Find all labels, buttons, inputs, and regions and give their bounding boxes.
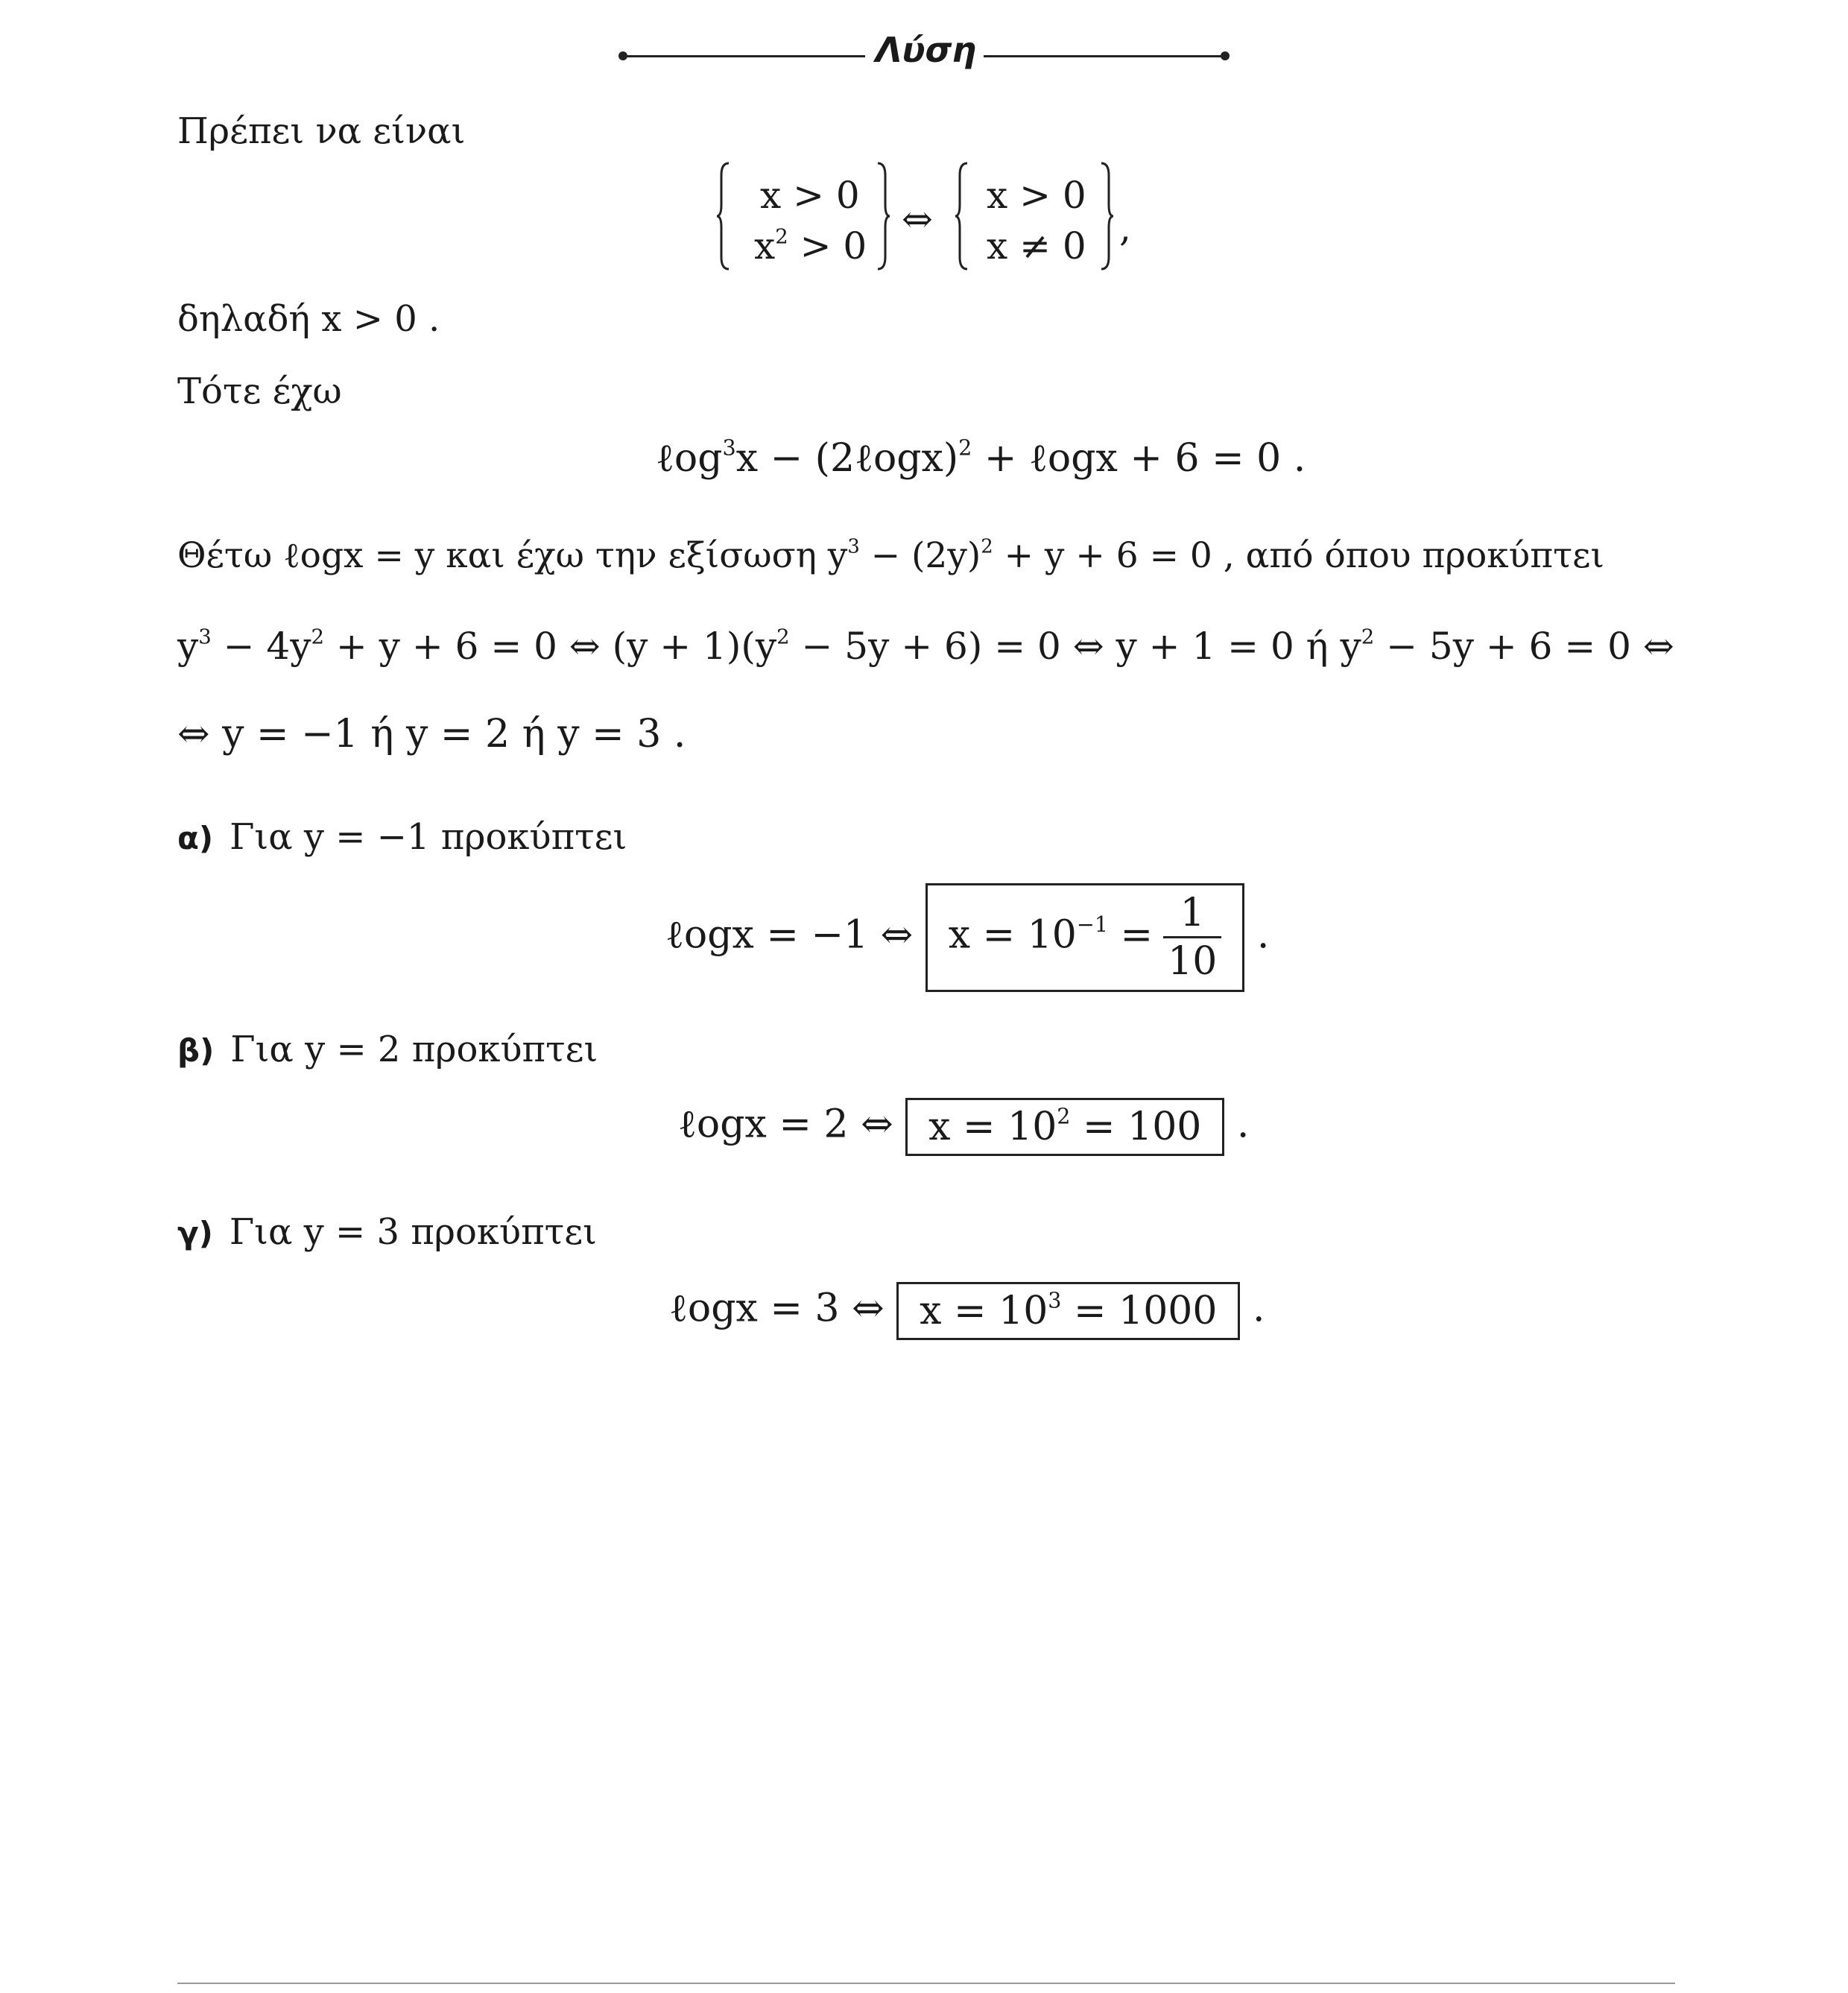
footer-divider <box>177 1983 1675 1984</box>
case-c-heading: γ) Για y = 3 προκύπτει <box>177 1211 597 1253</box>
case-b-result-box: $x = 10^2 = 100$ <box>905 1098 1224 1156</box>
header-rule-right <box>984 55 1222 57</box>
section-header <box>618 30 1230 82</box>
system-left-row2: $x^2 > 0$ <box>754 224 867 268</box>
header-rule-left <box>623 55 865 57</box>
system-right-row1: x > 0 <box>987 174 1086 217</box>
equation-factorization: $y^3 - 4y^2 + y + 6 = 0$ ⇔ $(y + 1)(y^2 - 5y + 6) = 0$ ⇔ y + 1 = 0 ή $y^2 - 5y + 6 = 0$ ⇔ <box>177 625 1674 668</box>
right-brace-close-icon <box>1095 160 1115 272</box>
case-b-heading: β) Για y = 2 προκύπτει <box>177 1029 598 1070</box>
case-c-label: γ) <box>177 1215 213 1251</box>
case-a-result-box: $x = 10^{-1}$ = $\frac{1}{10}$ <box>925 883 1245 992</box>
case-a-fraction: $\frac{1}{10}$ <box>1163 890 1221 985</box>
right-brace-open-icon <box>954 160 973 272</box>
case-b-equation: ℓogx = 2 ⇔ $x = 10^2 = 100$ . <box>678 1098 1249 1156</box>
substitution-text: Θέτω ℓogx = y και έχω την εξίσωση $y^3 - (2y)^2 + y + 6 = 0$ , από όπου προκύπτει <box>177 535 1604 576</box>
left-brace-open-icon <box>715 160 735 272</box>
case-c-equation: ℓogx = 3 ⇔ $x = 10^3 = 1000$ . <box>669 1282 1265 1340</box>
section-title: Λύση <box>875 30 977 70</box>
case-a-heading: α) Για y = −1 προκύπτει <box>177 816 627 858</box>
case-b-label: β) <box>177 1032 215 1069</box>
system-left-row1: x > 0 <box>760 174 860 217</box>
system-trail: , <box>1119 206 1131 250</box>
system-equiv: ⇔ <box>902 198 933 241</box>
case-c-result-box: $x = 10^3 = 1000$ <box>896 1282 1240 1340</box>
equation-log-cubic: ℓog$^3$x − (2ℓogx)$^2$ + ℓogx + 6 = 0 . <box>656 435 1306 481</box>
case-a-equation: ℓogx = −1 ⇔ $x = 10^{-1}$ = $\frac{1}{10}$ . <box>665 883 1269 992</box>
left-brace-close-icon <box>872 160 891 272</box>
system-right <box>954 160 1131 279</box>
equation-roots: ⇔ y = −1 ή y = 2 ή y = 3 . <box>177 712 686 757</box>
then-text: Τότε έχω <box>177 370 342 412</box>
intro-text: Πρέπει να είναι <box>177 110 466 152</box>
system-left <box>715 160 894 279</box>
domain-text: δηλαδή x > 0 . <box>177 298 440 340</box>
header-dot-right <box>1221 51 1230 60</box>
system-right-row2: x ≠ 0 <box>987 224 1086 268</box>
case-a-label: α) <box>177 820 214 856</box>
